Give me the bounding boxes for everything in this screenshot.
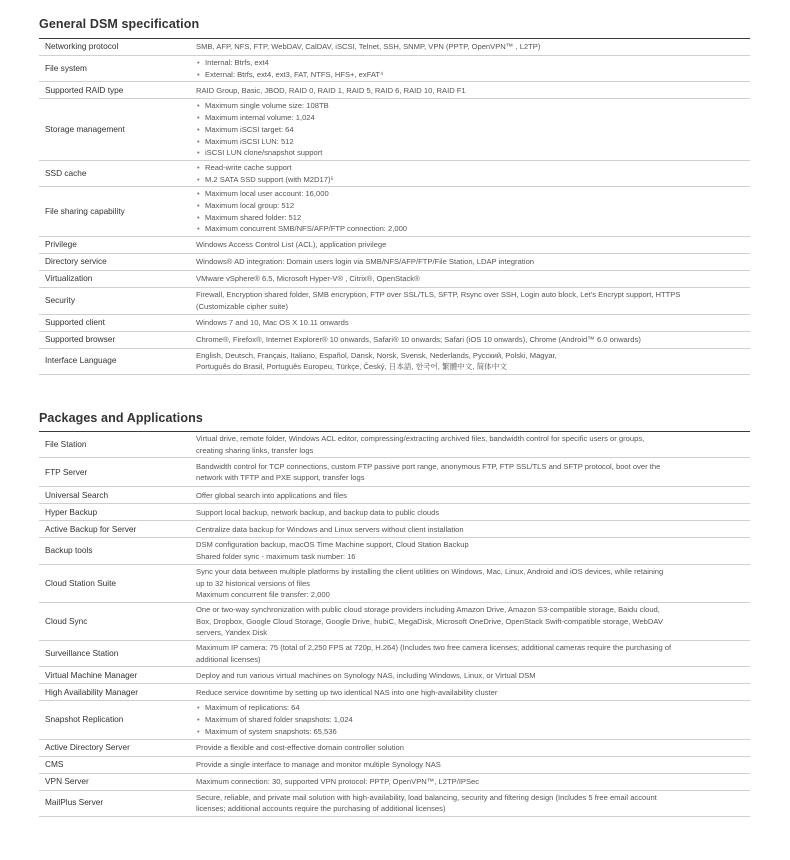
spec-row-file-system — [39, 56, 750, 82]
spec-row-directory-service — [39, 254, 750, 271]
spec-label: Cloud Station Suite — [39, 564, 196, 602]
spec-value-line: English, Deutsch, Français, Italiano, Español, Dansk, Norsk, Svensk, Nederlands, Русский, Polski, Magyar, — [196, 350, 557, 360]
spec-label: File sharing capability — [39, 187, 196, 237]
spec-value-line: One or two-way synchronization with public cloud storage providers including Amazon Drive, Amazon S3-compatible storage, Baidu cloud, — [196, 604, 660, 614]
spec-row-cloud-station-suite — [39, 564, 750, 602]
spec-row-virtualization — [39, 271, 750, 288]
spec-value — [196, 564, 750, 602]
spec-bullet-list — [196, 57, 750, 80]
spec-row-security — [39, 288, 750, 314]
spec-row-mailplus-server — [39, 790, 750, 816]
spec-label: Backup tools — [39, 538, 196, 564]
spec-label: Networking protocol — [39, 39, 196, 56]
spec-row-file-station — [39, 432, 750, 458]
spec-bullet-list — [196, 100, 750, 159]
spec-row-vpn-server — [39, 773, 750, 790]
spec-value — [196, 739, 750, 756]
spec-value-line: Maximum concurrent file transfer: 2,000 — [196, 590, 330, 600]
spec-value — [196, 684, 750, 701]
spec-label: Virtualization — [39, 271, 196, 288]
spec-value — [196, 701, 750, 739]
spec-row-backup-tools — [39, 538, 750, 564]
spec-label: VPN Server — [39, 773, 196, 790]
spec-bullet-item: • Maximum shared folder: 512 — [196, 212, 750, 224]
spec-row-cms — [39, 756, 750, 773]
spec-value-line: Secure, reliable, and private mail solution with high-availability, load balancing, security and filtering design (Includes 5 free email account — [196, 792, 657, 802]
spec-row-supported-browser — [39, 331, 750, 348]
spec-value-line: Windows® AD integration: Domain users login via SMB/NFS/AFP/FTP/File Station, LDAP integration — [196, 257, 535, 267]
spec-value — [196, 521, 750, 538]
spec-value — [196, 756, 750, 773]
spec-bullet-item: • Maximum single volume size: 108TB — [196, 100, 750, 112]
spec-value-line: Virtual drive, remote folder, Windows ACL editor, compressing/extracting archived files, bandwidth control for specific users or groups, — [196, 434, 645, 443]
spec-row-hyper-backup — [39, 504, 750, 521]
section-title-packages: Packages and Applications — [39, 411, 203, 425]
spec-value — [196, 773, 750, 790]
spec-bullet-item: • iSCSI LUN clone/snapshot support — [196, 147, 750, 159]
spec-label: MailPlus Server — [39, 790, 196, 816]
spec-value — [196, 790, 750, 816]
spec-bullet-item: • External: Btrfs, ext4, ext3, FAT, NTFS, HFS+, exFAT⁴ — [196, 69, 750, 81]
spec-value-line: SMB, AFP, NFS, FTP, WebDAV, CalDAV, iSCSI, Telnet, SSH, SNMP, VPN (PPTP, OpenVPN™ , L2TP) — [196, 42, 541, 52]
spec-label: Interface Language — [39, 348, 196, 374]
spec-bullet-item: • Maximum of replications: 64 — [196, 702, 750, 714]
spec-value — [196, 254, 750, 271]
spec-row-snapshot-replication — [39, 701, 750, 739]
spec-row-supported-client — [39, 314, 750, 331]
spec-value-line: Windows Access Control List (ACL), application privilege — [196, 240, 387, 250]
spec-label: Cloud Sync — [39, 602, 196, 640]
packages-applications-table — [39, 431, 750, 817]
general-dsm-spec-table — [39, 38, 750, 375]
spec-value — [196, 56, 750, 82]
spec-label: SSD cache — [39, 160, 196, 186]
spec-row-high-availability-manager — [39, 684, 750, 701]
spec-value — [196, 667, 750, 684]
spec-label: Snapshot Replication — [39, 701, 196, 739]
spec-bullet-item: • Maximum internal volume: 1,024 — [196, 112, 750, 124]
spec-bullet-list — [196, 702, 750, 737]
spec-label: Virtual Machine Manager — [39, 667, 196, 684]
spec-value-line: Shared folder sync - maximum task number: 16 — [196, 552, 356, 562]
spec-label: High Availability Manager — [39, 684, 196, 701]
spec-row-cloud-sync — [39, 602, 750, 640]
section-title-general-dsm: General DSM specification — [39, 17, 200, 31]
spec-value-line: up to 32 historical versions of files — [196, 578, 310, 588]
spec-value-line: Maximum IP camera: 75 (total of 2,250 FPS at 720p, H.264) (Includes two free camera licenses; additional cameras require the purchasing of — [196, 643, 672, 653]
spec-label: Privilege — [39, 237, 196, 254]
spec-label: File system — [39, 56, 196, 82]
spec-row-virtual-machine-manager — [39, 667, 750, 684]
spec-value — [196, 331, 750, 348]
spec-value-line: network with TFTP and PXE support, transfer logs — [196, 473, 365, 483]
spec-bullet-item: • Maximum iSCSI target: 64 — [196, 124, 750, 136]
spec-value-line: Chrome®, Firefox®, Internet Explorer® 10 onwards, Safari® 10 onwards; Safari (iOS 10 onwards), Chrome (Android™ 6.0 onwards) — [196, 334, 641, 344]
spec-label: Active Backup for Server — [39, 521, 196, 538]
spec-value — [196, 237, 750, 254]
spec-value — [196, 39, 750, 56]
spec-label: Supported client — [39, 314, 196, 331]
spec-bullet-list — [196, 188, 750, 235]
spec-value — [196, 458, 750, 487]
spec-value-line: DSM configuration backup, macOS Time Machine support, Cloud Station Backup — [196, 540, 469, 550]
spec-label: Supported browser — [39, 331, 196, 348]
spec-value-line: Offer global search into applications and files — [196, 490, 347, 500]
spec-value-line: servers, Yandex Disk — [196, 628, 268, 638]
spec-value-line: creating sharing links, transfer logs — [196, 445, 314, 455]
spec-row-supported-raid-type — [39, 82, 750, 99]
spec-value — [196, 271, 750, 288]
spec-label: Surveillance Station — [39, 641, 196, 667]
spec-bullet-item: • M.2 SATA SSD support (with M2D17)⁵ — [196, 174, 750, 186]
spec-value — [196, 348, 750, 374]
spec-row-networking-protocol — [39, 39, 750, 56]
spec-value — [196, 288, 750, 314]
spec-value-line: Português do Brasil, Português Europeu, Türkçe, Český, 日本語, 한국어, 繁體中文, 简体中文 — [196, 362, 507, 372]
spec-bullet-item: • Maximum local group: 512 — [196, 200, 750, 212]
spec-label: Active Directory Server — [39, 739, 196, 756]
spec-value-line: Support local backup, network backup, and backup data to public clouds — [196, 507, 440, 517]
spec-value — [196, 432, 750, 458]
spec-value-line: VMware vSphere® 6.5, Microsoft Hyper-V® , Citrix®, OpenStack® — [196, 274, 420, 284]
spec-bullet-item: • Maximum of system snapshots: 65,536 — [196, 726, 750, 738]
spec-row-active-directory-server — [39, 739, 750, 756]
spec-value-line: Maximum connection: 30, supported VPN protocol: PPTP, OpenVPN™, L2TP/IPSec — [196, 776, 480, 786]
spec-label: Security — [39, 288, 196, 314]
spec-value-line: RAID Group, Basic, JBOD, RAID 0, RAID 1, RAID 5, RAID 6, RAID 10, RAID F1 — [196, 85, 466, 95]
spec-bullet-item: • Read-write cache support — [196, 162, 750, 174]
spec-label: Hyper Backup — [39, 504, 196, 521]
spec-value-line: Reduce service downtime by setting up two identical NAS into one high-availability cluster — [196, 687, 498, 697]
spec-value-line: Firewall, Encryption shared folder, SMB encryption, FTP over SSL/TLS, SFTP, Rsync over SSH, Login auto block, Let's Encrypt support, HTTPS — [196, 290, 681, 300]
spec-label: File Station — [39, 432, 196, 458]
spec-value — [196, 641, 750, 667]
spec-value-line: Provide a single interface to manage and monitor multiple Synology NAS — [196, 759, 441, 769]
spec-row-interface-language — [39, 348, 750, 374]
spec-value — [196, 160, 750, 186]
spec-row-ftp-server — [39, 458, 750, 487]
spec-value-line: Box, Dropbox, Google Cloud Storage, Google Drive, hubiC, MegaDisk, Microsoft OneDrive, OpenStack Swift-compatible storage, WebDAV — [196, 616, 663, 626]
spec-value-line: Sync your data between multiple platforms by installing the client utilities on Windows, Mac, Linux, Android and iOS devices, while retaining — [196, 566, 664, 576]
spec-value — [196, 487, 750, 504]
spec-row-surveillance-station — [39, 641, 750, 667]
spec-value — [196, 99, 750, 161]
spec-value — [196, 538, 750, 564]
spec-label: Storage management — [39, 99, 196, 161]
spec-label: FTP Server — [39, 458, 196, 487]
spec-value-line: Windows 7 and 10, Mac OS X 10.11 onwards — [196, 317, 349, 327]
spec-row-universal-search — [39, 487, 750, 504]
spec-bullet-list — [196, 162, 750, 185]
spec-label: CMS — [39, 756, 196, 773]
spec-row-storage-management — [39, 99, 750, 161]
spec-value-line: licenses; additional accounts require the purchasing of additional licenses) — [196, 804, 446, 814]
spec-value — [196, 82, 750, 99]
spec-row-privilege — [39, 237, 750, 254]
spec-value-line: Provide a flexible and cost-effective domain controller solution — [196, 742, 404, 752]
spec-bullet-item: • Internal: Btrfs, ext4 — [196, 57, 750, 69]
spec-bullet-item: • Maximum local user account: 16,000 — [196, 188, 750, 200]
spec-value-line: Bandwidth control for TCP connections, custom FTP passive port range, anonymous FTP, FTP SSL/TLS and SFTP protocol, boot over the — [196, 461, 661, 471]
spec-value-line: Deploy and run various virtual machines on Synology NAS, including Windows, Linux, or Virtual DSM — [196, 670, 536, 680]
spec-value-line: (Customizable cipher suite) — [196, 301, 289, 311]
spec-value — [196, 187, 750, 237]
spec-value-line: Centralize data backup for Windows and Linux servers without client installation — [196, 524, 464, 534]
spec-value — [196, 504, 750, 521]
spec-bullet-item: • Maximum of shared folder snapshots: 1,024 — [196, 714, 750, 726]
spec-bullet-item: • Maximum iSCSI LUN: 512 — [196, 136, 750, 148]
spec-row-ssd-cache — [39, 160, 750, 186]
spec-value — [196, 314, 750, 331]
spec-bullet-item: • Maximum concurrent SMB/NFS/AFP/FTP connection: 2,000 — [196, 223, 750, 235]
spec-value — [196, 602, 750, 640]
spec-row-active-backup-for-server — [39, 521, 750, 538]
spec-label: Universal Search — [39, 487, 196, 504]
spec-row-file-sharing-capability — [39, 187, 750, 237]
spec-label: Directory service — [39, 254, 196, 271]
spec-value-line: additional licenses) — [196, 654, 261, 664]
spec-label: Supported RAID type — [39, 82, 196, 99]
